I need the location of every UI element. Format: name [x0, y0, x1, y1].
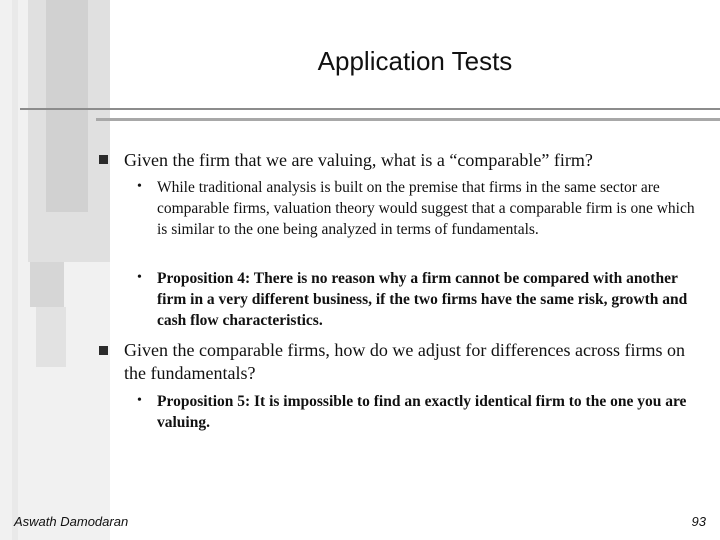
bullet-square-icon — [99, 155, 108, 164]
title-divider — [96, 118, 720, 121]
sub-bullet-text: While traditional analysis is built on the premise that firms in the same sector are comparable firms, valuation theory would suggest that a comparable firm is one which is similar to the one being analyzed in terms of fundamentals. — [157, 179, 695, 238]
background-block — [30, 262, 64, 307]
sub-bullet-text: Proposition 5: It is impossible to find an exactly identical firm to the one you are valuing. — [157, 393, 687, 431]
sub-bullet-dot-icon: • — [137, 270, 142, 285]
bullet-text: Given the comparable firms, how do we adjust for differences across firms on the fundamentals? — [124, 340, 685, 383]
page-number: 93 — [691, 514, 706, 529]
slide-title: Application Tests — [317, 46, 513, 76]
footer-author: Aswath Damodaran — [14, 514, 129, 529]
background-block — [36, 307, 66, 367]
title-divider — [20, 108, 720, 110]
background-block — [46, 0, 88, 212]
bullet-square-icon — [99, 346, 108, 355]
bullet-text: Given the firm that we are valuing, what is a “comparable” firm? — [124, 150, 593, 170]
sub-bullet-dot-icon: • — [137, 393, 142, 408]
sub-bullet-text: Proposition 4: There is no reason why a firm cannot be compared with another firm in a very different business, if the two firms have the same risk, growth and cash flow characteristics. — [157, 270, 688, 329]
sub-bullet-dot-icon: • — [137, 179, 142, 194]
background-stripe — [12, 0, 18, 540]
